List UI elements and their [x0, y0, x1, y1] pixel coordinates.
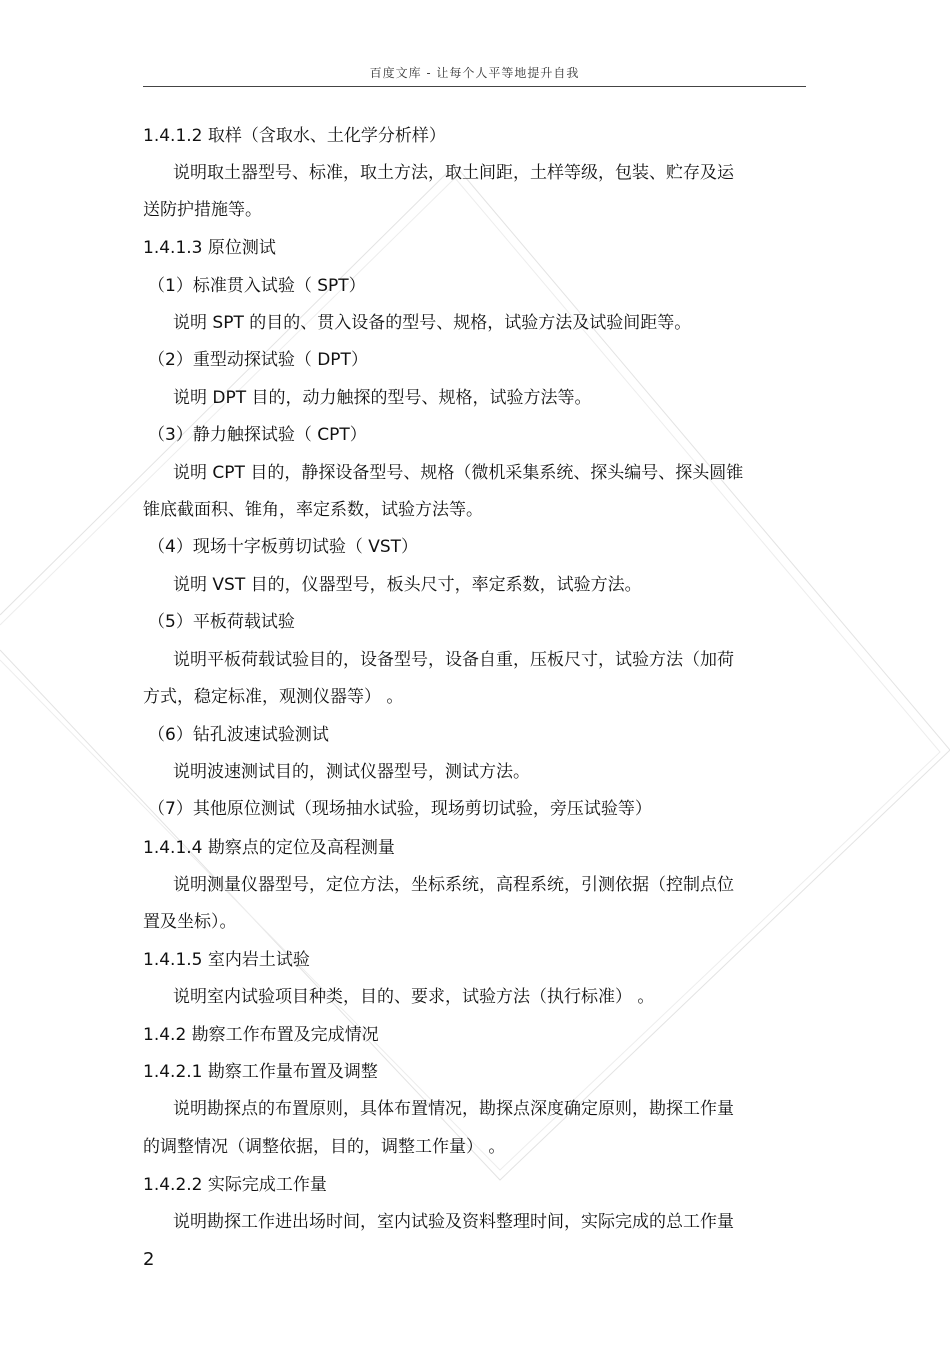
- section-heading-1-4-2: 1.4.2 勘察工作布置及完成情况: [143, 1025, 379, 1045]
- paragraph-text: 锥底截面积、锥角，率定系数，试验方法等。: [143, 500, 483, 520]
- paragraph-text: 说明 SPT 的目的、贯入设备的型号、规格，试验方法及试验间距等。: [173, 313, 692, 333]
- paragraph-text: 方式，稳定标准，观测仪器等） 。: [143, 687, 404, 707]
- section-heading-1-4-2-2: 1.4.2.2 实际完成工作量: [143, 1175, 327, 1195]
- paragraph-text: 说明 DPT 目的，动力触探的型号、规格，试验方法等。: [173, 388, 592, 408]
- list-item-heading: （3）静力触探试验（ CPT）: [148, 425, 367, 445]
- list-item-heading: （2）重型动探试验（ DPT）: [148, 350, 368, 370]
- section-heading-1-4-1-4: 1.4.1.4 勘察点的定位及高程测量: [143, 838, 395, 858]
- list-item-heading: （1）标准贯入试验（ SPT）: [148, 276, 366, 296]
- paragraph-text: 说明测量仪器型号，定位方法，坐标系统，高程系统，引测依据（控制点位: [173, 875, 734, 895]
- paragraph-text: 送防护措施等。: [143, 200, 262, 220]
- paragraph-text: 置及坐标）。: [143, 912, 237, 932]
- paragraph-text: 的调整情况（调整依据，目的，调整工作量） 。: [143, 1137, 506, 1157]
- section-heading-1-4-1-3: 1.4.1.3 原位测试: [143, 238, 276, 258]
- paragraph-text: 说明勘探工作进出场时间，室内试验及资料整理时间，实际完成的总工作量: [173, 1212, 734, 1232]
- paragraph-text: 说明 CPT 目的，静探设备型号、规格（微机采集系统、探头编号、探头圆锥: [173, 463, 744, 483]
- section-heading-1-4-1-2: 1.4.1.2 取样（含取水、土化学分析样）: [143, 126, 446, 146]
- section-heading-1-4-2-1: 1.4.2.1 勘察工作量布置及调整: [143, 1062, 378, 1082]
- paragraph-text: 说明 VST 目的，仪器型号，板头尺寸，率定系数，试验方法。: [173, 575, 642, 595]
- page-number: 2: [143, 1249, 155, 1270]
- paragraph-text: 说明取土器型号、标准，取土方法，取土间距，土样等级，包装、贮存及运: [173, 163, 734, 183]
- list-item-heading: （6）钻孔波速试验测试: [148, 725, 329, 745]
- paragraph-text: 说明室内试验项目种类，目的、要求，试验方法（执行标准） 。: [173, 987, 655, 1007]
- page-header: 百度文库 - 让每个人平等地提升自我: [369, 66, 580, 80]
- list-item-heading: （7）其他原位测试（现场抽水试验，现场剪切试验，旁压试验等）: [148, 799, 652, 819]
- paragraph-text: 说明波速测试目的，测试仪器型号，测试方法。: [173, 762, 530, 782]
- header-divider: [143, 86, 806, 87]
- list-item-heading: （4）现场十字板剪切试验（ VST）: [148, 537, 419, 557]
- list-item-heading: （5）平板荷载试验: [148, 612, 295, 632]
- paragraph-text: 说明勘探点的布置原则，具体布置情况，勘探点深度确定原则，勘探工作量: [173, 1099, 734, 1119]
- paragraph-text: 说明平板荷载试验目的，设备型号，设备自重，压板尺寸，试验方法（加荷: [173, 650, 734, 670]
- section-heading-1-4-1-5: 1.4.1.5 室内岩土试验: [143, 950, 310, 970]
